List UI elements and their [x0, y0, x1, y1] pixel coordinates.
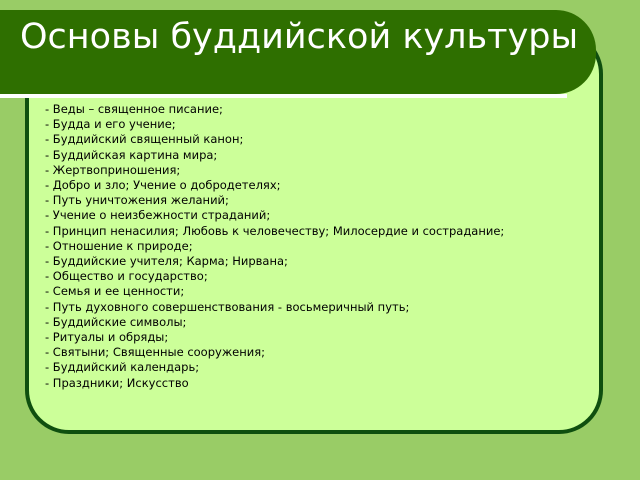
title-bar: [0, 10, 596, 94]
title-underline: [0, 94, 567, 98]
list-item: - Семья и ее ценности;: [45, 284, 185, 299]
list-item: - Ритуалы и обряды;: [45, 330, 169, 345]
slide-title: Основы буддийской культуры: [20, 17, 579, 57]
list-item: - Святыни; Священные сооружения;: [45, 345, 266, 360]
list-item: - Буддийский календарь;: [45, 360, 200, 375]
list-item: - Праздники; Искусство: [45, 375, 189, 390]
list-item: - Жертвоприношения;: [45, 162, 181, 177]
topic-list: [45, 102, 504, 391]
list-item: - Буддийские учителя; Карма; Нирвана;: [45, 254, 288, 269]
list-item: - Будда и его учение;: [45, 117, 176, 132]
list-item: - Путь уничтожения желаний;: [45, 193, 229, 208]
list-item: - Веды – священное писание;: [45, 102, 223, 116]
list-item: - Общество и государство;: [45, 269, 208, 284]
list-item: - Отношение к природе;: [45, 238, 193, 253]
list-item: - Путь духовного совершенствования - восьмеричный путь;: [45, 299, 410, 314]
list-item: - Добро и зло; Учение о добродетелях;: [45, 178, 281, 193]
list-item: - Учение о неизбежности страданий;: [45, 208, 271, 223]
list-item: - Принцип ненасилия; Любовь к человечеству; Милосердие и сострадание;: [45, 223, 505, 238]
list-item: - Буддийский священный канон;: [45, 132, 244, 147]
list-item: - Буддийские символы;: [45, 314, 187, 329]
list-item: - Буддийская картина мира;: [45, 147, 218, 162]
